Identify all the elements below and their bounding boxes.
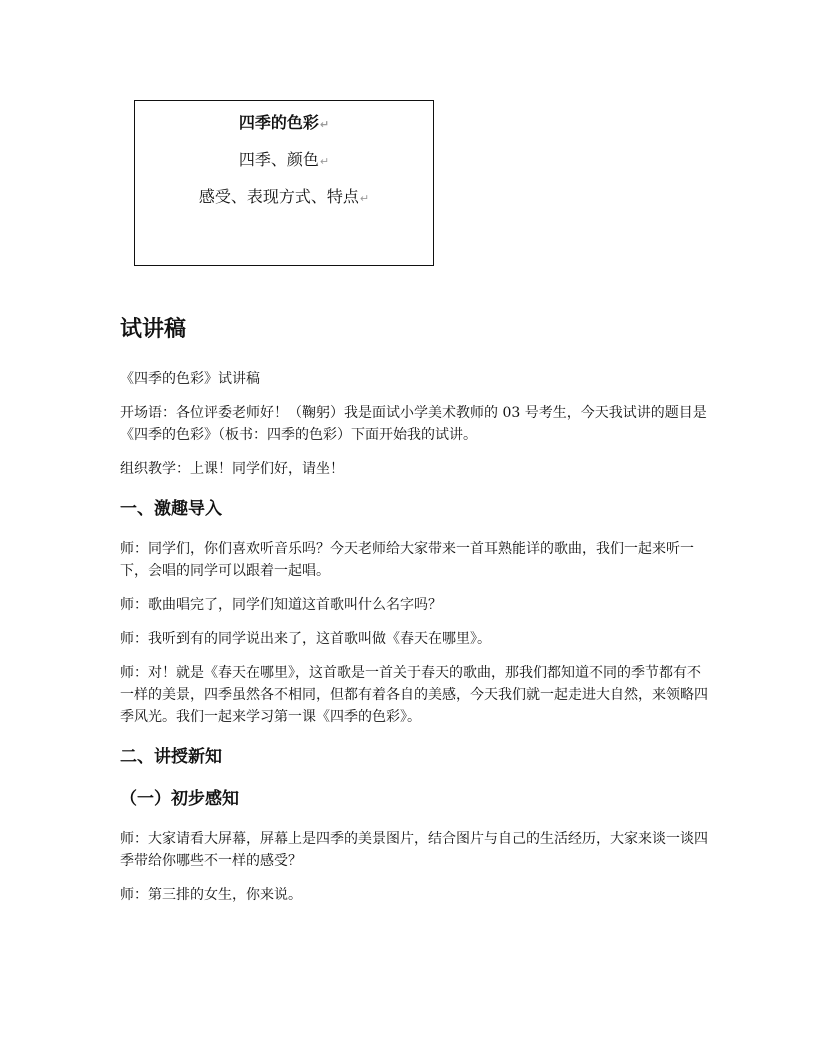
intro-paragraph-4: 师：对！就是《春天在哪里》，这首歌是一首关于春天的歌曲，那我们都知道不同的季节都有不一样的美景，四季虽然各不相同，但都有着各自的美感，今天我们就一起走进大自然，来领略四季风光。我们一起来学习第一课《四季的色彩》。 xyxy=(120,665,708,725)
board-points xyxy=(135,187,433,209)
paragraph-mark-icon: ↵ xyxy=(359,192,370,205)
opening-paragraph: 开场语：各位评委老师好！（鞠躬）我是面试小学美术教师的 03 号考生，今天我试讲的题目是《四季的色彩》（板书：四季的色彩）下面开始我的试讲。 xyxy=(120,405,707,443)
perception-paragraph-2: 师：第三排的女生，你来说。 xyxy=(120,887,302,903)
section-heading-intro: 一、激趣导入 xyxy=(120,499,222,519)
section-heading-new-knowledge: 二、讲授新知 xyxy=(120,747,222,767)
intro-paragraph-2: 师：歌曲唱完了，同学们知道这首歌叫什么名字吗？ xyxy=(120,597,442,613)
blackboard-box xyxy=(134,100,434,266)
intro-paragraph-1: 师：同学们，你们喜欢听音乐吗？今天老师给大家带来一首耳熟能详的歌曲，我们一起来听一下，会唱的同学可以跟着一起唱。 xyxy=(120,541,694,579)
board-points-text: 感受、表现方式、特点 xyxy=(198,187,359,206)
board-keywords-text: 四季、颜色 xyxy=(238,150,319,169)
board-title-text: 四季的色彩 xyxy=(238,113,319,132)
paragraph-mark-icon: ↵ xyxy=(319,155,330,168)
intro-paragraph-3: 师：我听到有的同学说出来了，这首歌叫做《春天在哪里》。 xyxy=(120,631,491,647)
page-title: 试讲稿 xyxy=(120,317,187,342)
paragraph-mark-icon: ↵ xyxy=(319,118,330,131)
organization-paragraph: 组织教学：上课！同学们好，请坐！ xyxy=(120,461,344,477)
perception-paragraph-1: 师：大家请看大屏幕，屏幕上是四季的美景图片，结合图片与自己的生活经历，大家来谈一谈四季带给你哪些不一样的感受？ xyxy=(120,831,708,869)
board-keywords xyxy=(135,150,433,172)
board-title xyxy=(135,113,433,135)
subsection-heading-perception: （一）初步感知 xyxy=(120,789,239,809)
doc-subtitle: 《四季的色彩》试讲稿 xyxy=(120,371,260,387)
document-body xyxy=(120,312,710,906)
